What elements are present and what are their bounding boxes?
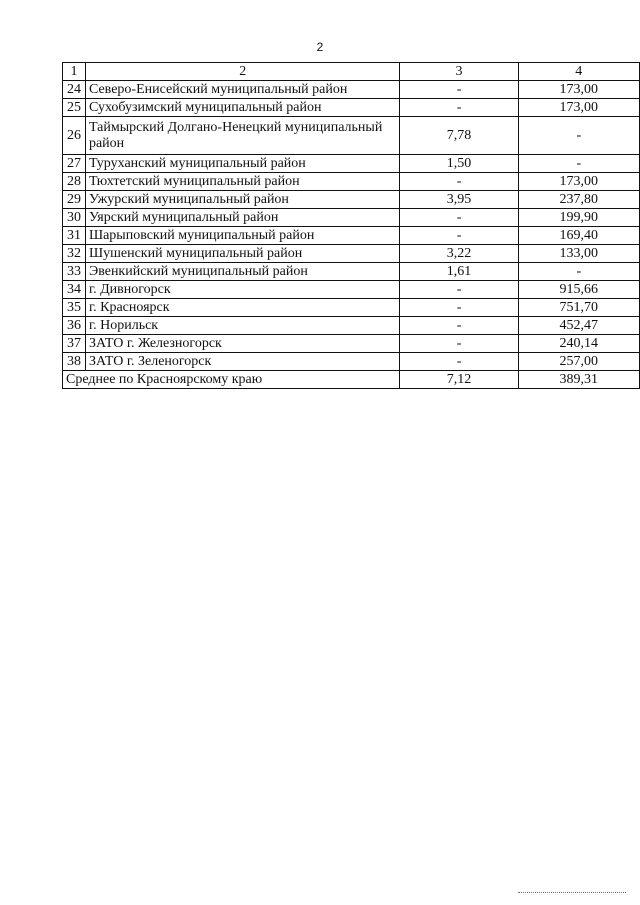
value-col4-cell: - bbox=[518, 155, 639, 173]
value-col3-cell: - bbox=[400, 299, 518, 317]
row-number-cell: 29 bbox=[63, 191, 86, 209]
table-row bbox=[63, 117, 640, 155]
footer-col4-cell: 389,31 bbox=[518, 371, 639, 389]
value-col3-cell: 3,95 bbox=[400, 191, 518, 209]
table-footer-row bbox=[63, 371, 640, 389]
value-col4-cell: 915,66 bbox=[518, 281, 639, 299]
district-name-cell: Сухобузимский муниципальный район bbox=[85, 99, 400, 117]
table-row bbox=[63, 81, 640, 99]
value-col4-cell: 173,00 bbox=[518, 173, 639, 191]
row-number-cell: 32 bbox=[63, 245, 86, 263]
scan-artifact-line bbox=[518, 892, 626, 893]
row-number-cell: 33 bbox=[63, 263, 86, 281]
row-number-cell: 28 bbox=[63, 173, 86, 191]
value-col3-cell: - bbox=[400, 335, 518, 353]
footer-label-cell: Среднее по Красноярскому краю bbox=[63, 371, 400, 389]
district-name-cell: Шушенский муниципальный район bbox=[85, 245, 400, 263]
district-name-cell: Туруханский муниципальный район bbox=[85, 155, 400, 173]
header-cell-1: 1 bbox=[63, 63, 86, 81]
table-row bbox=[63, 209, 640, 227]
district-name-cell: Таймырский Долгано-Ненецкий муниципальный район bbox=[85, 117, 400, 155]
district-name-cell: Эвенкийский муниципальный район bbox=[85, 263, 400, 281]
value-col3-cell: 1,61 bbox=[400, 263, 518, 281]
district-name-cell: Тюхтетский муниципальный район bbox=[85, 173, 400, 191]
district-name-cell: г. Норильск bbox=[85, 317, 400, 335]
value-col3-cell: - bbox=[400, 353, 518, 371]
table-row bbox=[63, 173, 640, 191]
value-col4-cell: - bbox=[518, 263, 639, 281]
district-name-cell: Ужурский муниципальный район bbox=[85, 191, 400, 209]
value-col4-cell: - bbox=[518, 117, 639, 155]
value-col3-cell: - bbox=[400, 173, 518, 191]
district-name-cell: Северо-Енисейский муниципальный район bbox=[85, 81, 400, 99]
value-col3-cell: - bbox=[400, 317, 518, 335]
value-col4-cell: 751,70 bbox=[518, 299, 639, 317]
row-number-cell: 26 bbox=[63, 117, 86, 155]
value-col4-cell: 173,00 bbox=[518, 81, 639, 99]
district-name-cell: Уярский муниципальный район bbox=[85, 209, 400, 227]
table-row bbox=[63, 245, 640, 263]
row-number-cell: 35 bbox=[63, 299, 86, 317]
table-row bbox=[63, 353, 640, 371]
table-row bbox=[63, 317, 640, 335]
district-name-cell: ЗАТО г. Зеленогорск bbox=[85, 353, 400, 371]
district-name-cell: ЗАТО г. Железногорск bbox=[85, 335, 400, 353]
value-col3-cell: - bbox=[400, 99, 518, 117]
row-number-cell: 27 bbox=[63, 155, 86, 173]
value-col3-cell: 3,22 bbox=[400, 245, 518, 263]
row-number-cell: 24 bbox=[63, 81, 86, 99]
table-row bbox=[63, 263, 640, 281]
table-header-row bbox=[63, 63, 640, 81]
row-number-cell: 34 bbox=[63, 281, 86, 299]
row-number-cell: 36 bbox=[63, 317, 86, 335]
page-number: 2 bbox=[316, 40, 324, 54]
value-col4-cell: 237,80 bbox=[518, 191, 639, 209]
row-number-cell: 30 bbox=[63, 209, 86, 227]
value-col3-cell: - bbox=[400, 81, 518, 99]
table-row bbox=[63, 299, 640, 317]
row-number-cell: 31 bbox=[63, 227, 86, 245]
row-number-cell: 38 bbox=[63, 353, 86, 371]
table-row bbox=[63, 227, 640, 245]
table-row bbox=[63, 155, 640, 173]
header-cell-2: 2 bbox=[85, 63, 400, 81]
header-cell-4: 4 bbox=[518, 63, 639, 81]
value-col3-cell: 7,78 bbox=[400, 117, 518, 155]
footer-col3-cell: 7,12 bbox=[400, 371, 518, 389]
value-col4-cell: 133,00 bbox=[518, 245, 639, 263]
row-number-cell: 25 bbox=[63, 99, 86, 117]
district-name-cell: г. Красноярск bbox=[85, 299, 400, 317]
value-col3-cell: 1,50 bbox=[400, 155, 518, 173]
table-row bbox=[63, 191, 640, 209]
value-col4-cell: 169,40 bbox=[518, 227, 639, 245]
data-table bbox=[62, 62, 640, 389]
value-col3-cell: - bbox=[400, 209, 518, 227]
table-row bbox=[63, 281, 640, 299]
header-cell-3: 3 bbox=[400, 63, 518, 81]
district-name-cell: г. Дивногорск bbox=[85, 281, 400, 299]
table-row bbox=[63, 99, 640, 117]
value-col4-cell: 199,90 bbox=[518, 209, 639, 227]
value-col3-cell: - bbox=[400, 281, 518, 299]
value-col3-cell: - bbox=[400, 227, 518, 245]
row-number-cell: 37 bbox=[63, 335, 86, 353]
value-col4-cell: 173,00 bbox=[518, 99, 639, 117]
value-col4-cell: 257,00 bbox=[518, 353, 639, 371]
table-row bbox=[63, 335, 640, 353]
district-name-cell: Шарыповский муниципальный район bbox=[85, 227, 400, 245]
value-col4-cell: 240,14 bbox=[518, 335, 639, 353]
value-col4-cell: 452,47 bbox=[518, 317, 639, 335]
